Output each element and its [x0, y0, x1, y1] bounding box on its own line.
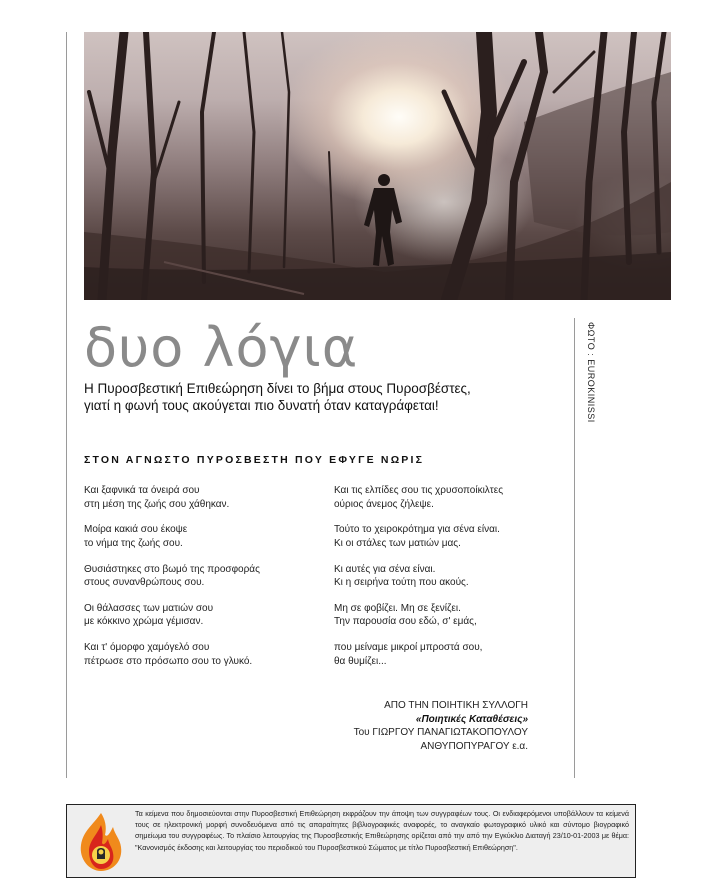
source-author-rank: ΑΝΘΥΠΟΠΥΡΑΓΟΥ ε.α.	[420, 740, 528, 752]
poem-stanza	[84, 484, 314, 511]
subtitle-line: Η Πυροσβεστική Επιθεώρηση δίνει το βήμα στους Πυροσβέστες,	[84, 381, 471, 396]
poem-stanza	[334, 523, 564, 550]
poem-line: το νήμα της ζωής σου.	[84, 537, 183, 549]
poem-line: Την παρουσία σου εδώ, σ' εμάς,	[334, 616, 477, 628]
poem-stanza	[334, 563, 564, 590]
forest-fire-photo	[84, 32, 671, 300]
page-subtitle	[84, 380, 564, 414]
poem-stanza	[334, 641, 564, 668]
poem-line: στη μέση της ζωής σου χάθηκαν.	[84, 498, 230, 510]
poem-right-column	[334, 484, 564, 680]
poem-line: Κι η σειρήνα τούτη που ακούς.	[334, 577, 469, 589]
poem-left-column	[84, 484, 314, 680]
poem-line: ούριος άνεμος ζήλεψε.	[334, 498, 434, 510]
poem-stanza	[84, 563, 314, 590]
left-column-rule	[66, 32, 67, 778]
photo-credit: ΦΩΤΟ : EUROKINISSI	[586, 322, 596, 423]
poem-line: Οι θάλασσες των ματιών σου	[84, 602, 214, 614]
disclaimer-text: Τα κείμενα που δημοσιεύονται στην Πυροσβεστική Επιθεώρηση εκφράζουν την άποψη των συγγραφέων τους. Οι ενδιαφερόμενοι υποβάλλουν τα κείμενά τους σε ηλεκτρονική μορφή συνοδευόμενα από τις απαραίτητες βιβλιογραφικές αναφορές, το αναγκαίο φωτογραφικό υλικό και σύντομο βιογραφικό σημείωμα του συγγραφέως. Το πλαίσιο λειτουργίας της Πυροσβεστικής Επιθεώρησης ορίζεται από την από την Εγκύκλιο Διαταγή 23/10-01-2003 με θέμα: "Κανονισμός έκδοσης και λειτουργίας του περιοδικού του Πυροσβεστικού Σώματος με τίτλο Πυροσβεστική Επιθεώρηση".	[135, 809, 629, 852]
fire-service-flame-logo-icon	[75, 811, 127, 873]
poem-line: Κι αυτές για σένα είναι.	[334, 563, 436, 575]
poem-stanza	[334, 484, 564, 511]
source-book-title: «Ποιητικές Καταθέσεις»	[415, 713, 528, 725]
poem-line: Μη σε φοβίζει. Μη σε ξενίζει.	[334, 602, 461, 614]
source-collection-label: ΑΠΟ ΤΗΝ ΠΟΙΗΤΙΚΗ ΣΥΛΛΟΓΗ	[384, 700, 528, 711]
poem-source	[300, 699, 528, 753]
editorial-disclaimer-box	[66, 804, 636, 878]
poem-line: στους συνανθρώπους σου.	[84, 577, 205, 589]
poem-line: με κόκκινο χρώμα γέμισαν.	[84, 616, 204, 628]
poem-line: θα θυμίζει...	[334, 655, 387, 667]
subtitle-line: γιατί η φωνή τους ακούγεται πιο δυνατή όταν καταγράφεται!	[84, 398, 439, 413]
poem-line: Και τις ελπίδες σου τις χρυσοποίκιλτες	[334, 485, 504, 496]
poem-line: Και ξαφνικά τα όνειρά σου	[84, 485, 200, 496]
poem-line: Κι οι στάλες των ματιών μας.	[334, 537, 461, 549]
poem-line: Τούτο το χειροκρότημα για σένα είναι.	[334, 524, 500, 536]
poem-stanza	[334, 602, 564, 629]
poem-line: Και τ' όμορφο χαμόγελό σου	[84, 642, 210, 654]
page-title: δυο λόγια	[84, 316, 359, 379]
poem-line: Μοίρα κακιά σου έκοψε	[84, 524, 188, 536]
poem-stanza	[84, 523, 314, 550]
poem-stanza	[84, 641, 314, 668]
poem-line: που μείναμε μικροί μπροστά σου,	[334, 642, 483, 654]
burnt-forest-illustration	[84, 32, 671, 300]
poem-title: ΣΤΟΝ ΑΓΝΩΣΤΟ ΠΥΡΟΣΒΕΣΤΗ ΠΟΥ ΕΦΥΓΕ ΝΩΡΙΣ	[84, 454, 425, 466]
poem-stanza	[84, 602, 314, 629]
right-column-rule	[574, 318, 575, 778]
poem-line: Θυσιάστηκες στο βωμό της προσφοράς	[84, 563, 260, 575]
poem-line: πέτρωσε στο πρόσωπο σου το γλυκό.	[84, 655, 253, 667]
source-author: Του ΓΙΩΡΓΟΥ ΠΑΝΑΓΙΩΤΑΚΟΠΟΥΛΟΥ	[353, 727, 528, 738]
